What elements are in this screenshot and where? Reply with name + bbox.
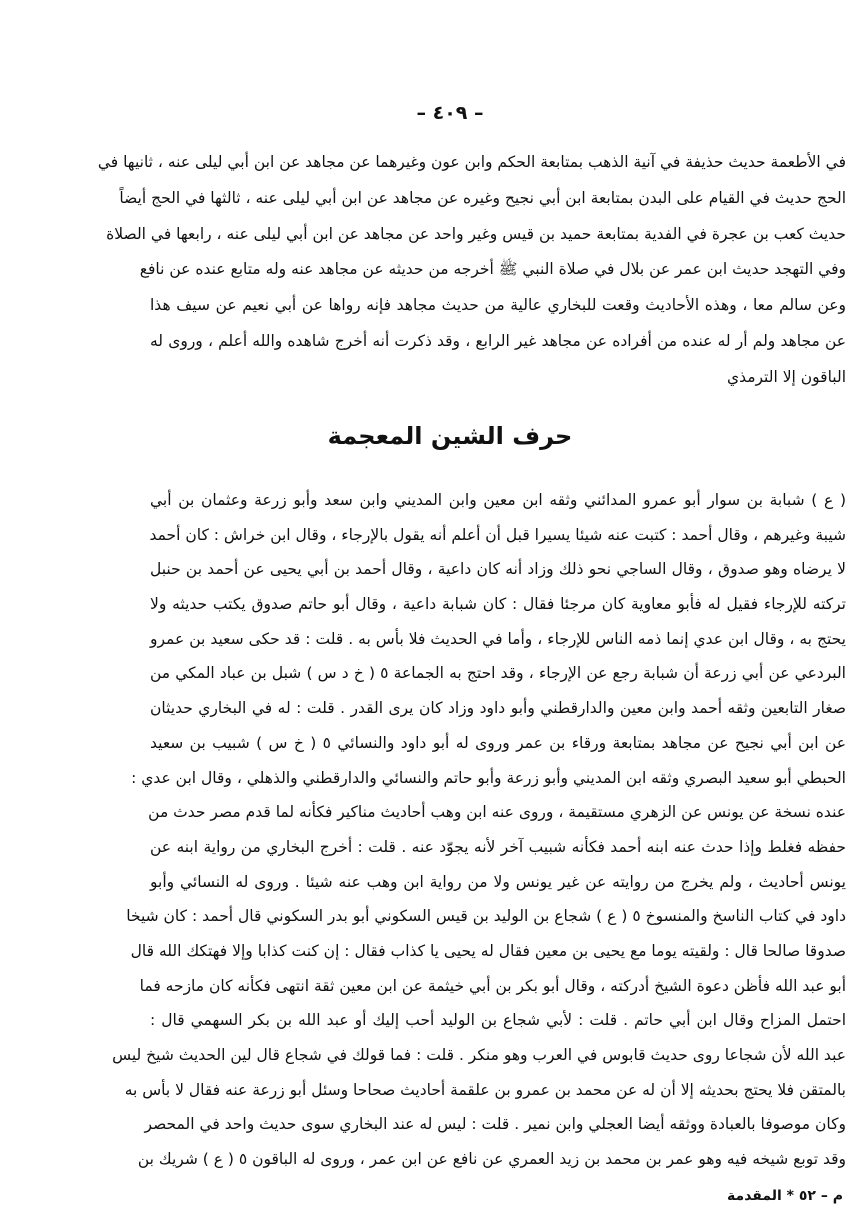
text-line: الحج حديث في القيام على البدن بمتابعة ابن أبي نجيح وغيره عن مجاهد عن ابن أبي ليلى عنه ، ثالثها في الحج أيضاً	[119, 188, 846, 207]
text-line: في الأطعمة حديث حذيفة في آنية الذهب بمتابعة الحكم وابن عون وغيرهما عن مجاهد عن ابن أبي ليلى عنه ، ثانيها في	[97, 153, 846, 171]
text-line: الباقون إلا الترمذي	[726, 367, 846, 386]
page-footer-signature: م – ٥٢ * المقدمة	[727, 1188, 843, 1204]
text-line: صغار التابعين وثقه أحمد وابن معين والدارقطني وأبو داود وزاد كان يرى القدر . قلت : له في البخاري حديثان	[150, 699, 846, 718]
text-line: حديث كعب بن عجرة في الفدية بمتابعة حميد بن قيس وغير واحد عن مجاهد عن ابن أبي ليلى عنه ، رابعها في الصلاة	[106, 224, 846, 243]
text-line: داود في كتاب الناسخ والمنسوخ ٥ ( ع ) شجاع بن الوليد بن قيس السكوني أبو بدر السكوني قال أحمد : كان شيخا	[126, 907, 846, 926]
text-line: صدوقا صالحا قال : ولقيته يوما مع يحيى بن معين فقال له يحيى يا كذاب فقال : إن كنت كذابا وإلا فهتكك الله قال	[130, 941, 846, 960]
text-line: حفظه فغلط وإذا حدث عنه ابنه أحمد فكأنه شبيب آخر لأنه يجوّد عنه . قلت : أخرج البخاري من رواية ابنه عن	[150, 837, 846, 856]
text-line: البردعي عن أبي زرعة أن شبابة رجع عن الإرجاء ، وقد احتج به الجماعة ٥ ( خ د س ) شبل بن عباد المكي من	[150, 664, 846, 683]
text-line: بالمتقن فلا يحتج بحديثه إلا أن له عن محمد بن عمرو بن علقمة أحاديث صحاحا وسئل أبو زرعة عنه فقال لا بأس به	[124, 1080, 846, 1099]
paragraph-entries	[112, 483, 846, 1177]
text-line: عن مجاهد ولم أر له عنده من أفراده عن مجاهد غير الرابع ، وقد ذكرت أنه أخرج شاهده والله أعلم ، وروى له	[150, 331, 846, 350]
text-line: وعن سالم معا ، وهذه الأحاديث وقعت للبخاري عالية من حديث مجاهد فإنه رواها عن أبي نعيم عن سيف هذا	[150, 296, 846, 315]
paragraph-continuation	[97, 145, 846, 396]
page-number: – ٤٠٩ –	[416, 102, 484, 124]
text-line: تركته للإرجاء فقيل له فأبو معاوية كان مرجئا فقال : كان شبابة داعية ، وقال أبو حاتم صدوق يكتب حديثه ولا	[150, 595, 846, 614]
text-line: عنده نسخة عن يونس عن الزهري مستقيمة ، وروى عنه ابن وهب أحاديث مناكير فكأنه لما قدم مصر حدث من	[148, 803, 846, 822]
text-line: أبو عبد الله فأظن دعوة الشيخ أدركته ، وقال أبو بكر بن أبي خيثمة عن ابن معين ثقة انتهى فكأنه كان مازحه فما	[139, 976, 846, 995]
text-line: عبد الله لأن شجاعا روى حديث قابوس في العرب وهو منكر . قلت : فما قولك في شجاع قال لين الحديث شيخ ليس	[112, 1046, 846, 1064]
text-line: يحتج به ، وقال ابن عدي إنما ذمه الناس للإرجاء ، وأما في الحديث فلا بأس به . قلت : قد حكى سعيد بن عمرو	[150, 629, 846, 648]
text-line: الحبطي أبو سعيد البصري وثقه ابن المديني وأبو زرعة وأبو حاتم والنسائي والدارقطني والذهلي ، وقال ابن عدي :	[131, 768, 846, 787]
text-line: شيبة وغيرهم ، وقال أحمد : كتبت عنه شيئا يسيرا قبل أن أعلم أنه يقول بالإرجاء ، وقال ابن خراش : كان أحمد	[149, 525, 846, 544]
text-line: وفي التهجد حديث ابن عمر عن بلال في صلاة النبي ﷺ أخرجه من حديثه عن مجاهد عنه وله متابع عنده عن نافع	[139, 260, 846, 279]
text-line: ( ع ) شبابة بن سوار أبو عمرو المدائني وثقه ابن معين وابن المديني وابن سعد وأبو زرعة وعثمان بن أبي	[150, 491, 846, 509]
text-line: احتمل المزاح وقال ابن أبي حاتم . قلت : لأبي شجاع بن الوليد أحب إليك أو عبد الله بن بكر السهمي قال :	[150, 1011, 846, 1030]
text-line: وقد توبع شيخه فيه وهو عمر بن محمد بن زيد العمري عن نافع عن ابن عمر ، وروى له الباقون ٥ ( ع ) شريك بن	[137, 1150, 846, 1169]
text-line: لا يرضاه وهو صدوق ، وقال الساجي نحو ذلك وزاد أنه كان داعية ، وقال أحمد بن أبي يحيى عن أحمد بن حنبل	[150, 560, 846, 579]
text-line: عن ابن أبي نجيح عن مجاهد بمتابعة ورقاء بن عمر وروى له أبو داود والنسائي ٥ ( خ س ) شبيب بن سعيد	[150, 733, 846, 752]
text-line: يونس أحاديث ، ولم يخرج من روايته عن غير يونس ولا من رواية ابن وهب عنه شيئا . وروى له النسائي وأبو	[150, 872, 846, 891]
text-line: وكان موصوفا بالعبادة ووثقه أيضا العجلي وابن نمير . قلت : ليس له عند البخاري سوى حديث واحد في المحصر	[144, 1115, 846, 1134]
section-heading: حرف الشين المعجمة	[327, 422, 573, 450]
